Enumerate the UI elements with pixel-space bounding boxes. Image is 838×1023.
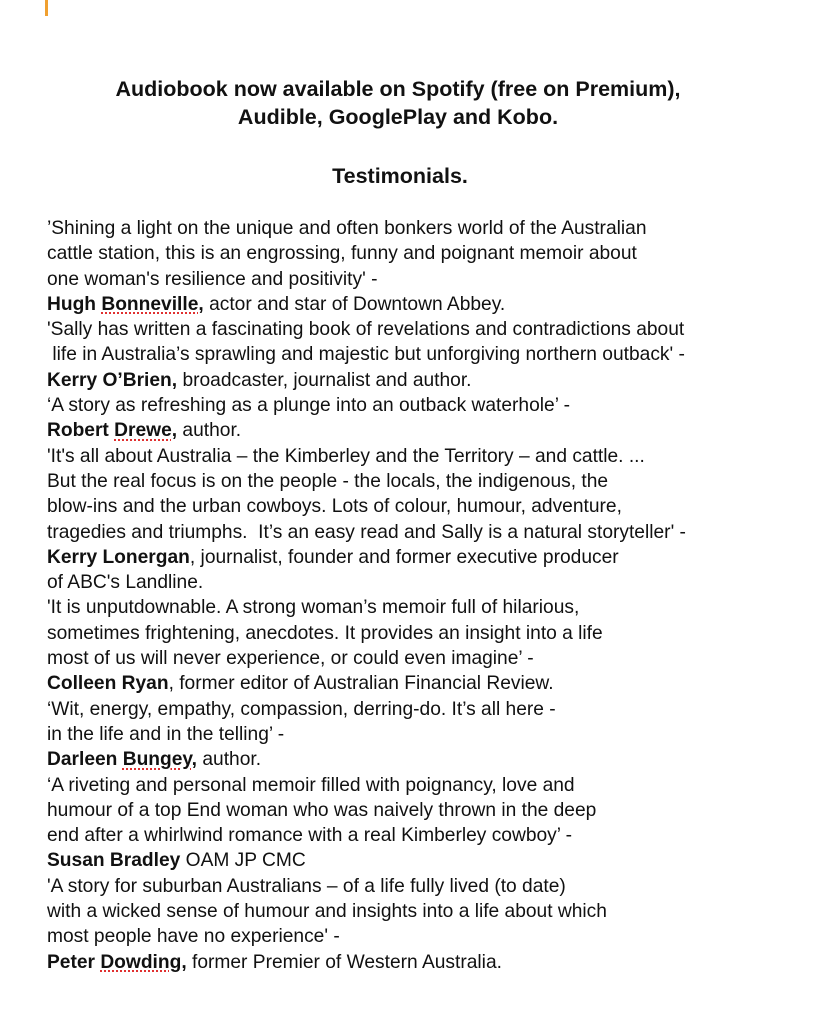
quote-line: most people have no experience' - bbox=[47, 926, 340, 948]
quote-line: cattle station, this is an engrossing, funny and poignant memoir about bbox=[47, 243, 637, 265]
attribution-line bbox=[47, 418, 827, 443]
quote-line: ‘A story as refreshing as a plunge into an outback waterhole’ - bbox=[47, 395, 570, 417]
quote-line: one woman's resilience and positivity' - bbox=[47, 268, 378, 290]
quote-line: sometimes frightening, anecdotes. It provides an insight into a life bbox=[47, 622, 603, 644]
author-credit: author. bbox=[177, 420, 242, 442]
author-name: Colleen Ryan bbox=[47, 673, 169, 695]
author-credit: , former editor of Australian Financial Review. bbox=[168, 673, 554, 695]
author-credit: author. bbox=[197, 749, 262, 771]
quote-line: ’Shining a light on the unique and often bonkers world of the Australian bbox=[47, 218, 647, 239]
quote-line: ‘Wit, energy, empathy, compassion, derring-do. It’s all here - bbox=[47, 698, 556, 720]
text-cursor-marker bbox=[45, 0, 48, 16]
quote-line: in the life and in the telling’ - bbox=[47, 723, 285, 745]
author-first-name: Robert bbox=[47, 420, 115, 442]
author-credit: OAM JP CMC bbox=[180, 850, 306, 872]
audiobook-headline bbox=[0, 75, 796, 131]
quote-line: 'Sally has written a fascinating book of revelations and contradictions about bbox=[47, 319, 685, 341]
quote-line: 'It is unputdownable. A strong woman’s memoir full of hilarious, bbox=[47, 597, 580, 619]
quote-line: 'It's all about Australia – the Kimberley and the Territory – and cattle. ... bbox=[47, 445, 645, 467]
author-punct: , bbox=[181, 951, 187, 973]
section-title: Testimonials. bbox=[332, 164, 468, 188]
author-name: Kerry O’Brien, bbox=[47, 369, 178, 391]
author-last-name: Bungey bbox=[122, 749, 192, 771]
attribution-line bbox=[47, 671, 827, 696]
quote-line: 'A story for suburban Australians – of a life fully lived (to date) bbox=[47, 875, 566, 897]
author-name: Kerry Lonergan bbox=[47, 546, 190, 568]
author-credit: former Premier of Western Australia. bbox=[186, 951, 502, 973]
author-credit: actor and star of Downtown Abbey. bbox=[203, 293, 506, 315]
author-name: Susan Bradley bbox=[47, 850, 181, 872]
quote-line: humour of a top End woman who was naively thrown in the deep bbox=[47, 799, 597, 821]
attribution-line bbox=[47, 747, 827, 772]
author-last-name: Dowding bbox=[100, 951, 182, 973]
testimonials-body bbox=[47, 216, 827, 975]
author-first-name: Darleen bbox=[47, 749, 123, 771]
quote-line: with a wicked sense of humour and insights into a life about which bbox=[47, 901, 607, 923]
author-credit: , journalist, founder and former executive producer bbox=[189, 546, 619, 568]
quote-line: most of us will never experience, or could even imagine’ - bbox=[47, 648, 534, 670]
author-punct: , bbox=[171, 420, 178, 442]
author-first-name: Peter bbox=[47, 951, 101, 973]
author-last-name: Bonneville bbox=[101, 293, 199, 315]
headline-line-1: Audiobook now available on Spotify (free on Premium), bbox=[115, 77, 681, 101]
quote-line: But the real focus is on the people - the locals, the indigenous, the bbox=[47, 470, 609, 492]
author-first-name: Hugh bbox=[47, 293, 102, 315]
quote-line: blow-ins and the urban cowboys. Lots of colour, humour, adventure, bbox=[47, 496, 622, 518]
quote-line: ‘A riveting and personal memoir filled with poignancy, love and bbox=[47, 774, 575, 796]
quote-line: tragedies and triumphs. It’s an easy read and Sally is a natural storyteller' - bbox=[47, 521, 686, 543]
author-credit-continued: of ABC's Landline. bbox=[47, 572, 204, 594]
author-punct: , bbox=[191, 749, 198, 771]
author-last-name: Drewe bbox=[114, 420, 172, 442]
attribution-line bbox=[47, 950, 827, 975]
attribution-line bbox=[47, 368, 827, 393]
headline-line-2: Audible, GooglePlay and Kobo. bbox=[237, 105, 559, 129]
author-punct: , bbox=[198, 293, 204, 315]
author-credit: broadcaster, journalist and author. bbox=[177, 369, 472, 391]
quote-line: end after a whirlwind romance with a real Kimberley cowboy’ - bbox=[47, 825, 573, 847]
attribution-line bbox=[47, 545, 827, 570]
attribution-line bbox=[47, 292, 827, 317]
attribution-line bbox=[47, 848, 827, 873]
quote-line: life in Australia’s sprawling and majestic but unforgiving northern outback' - bbox=[47, 344, 685, 366]
